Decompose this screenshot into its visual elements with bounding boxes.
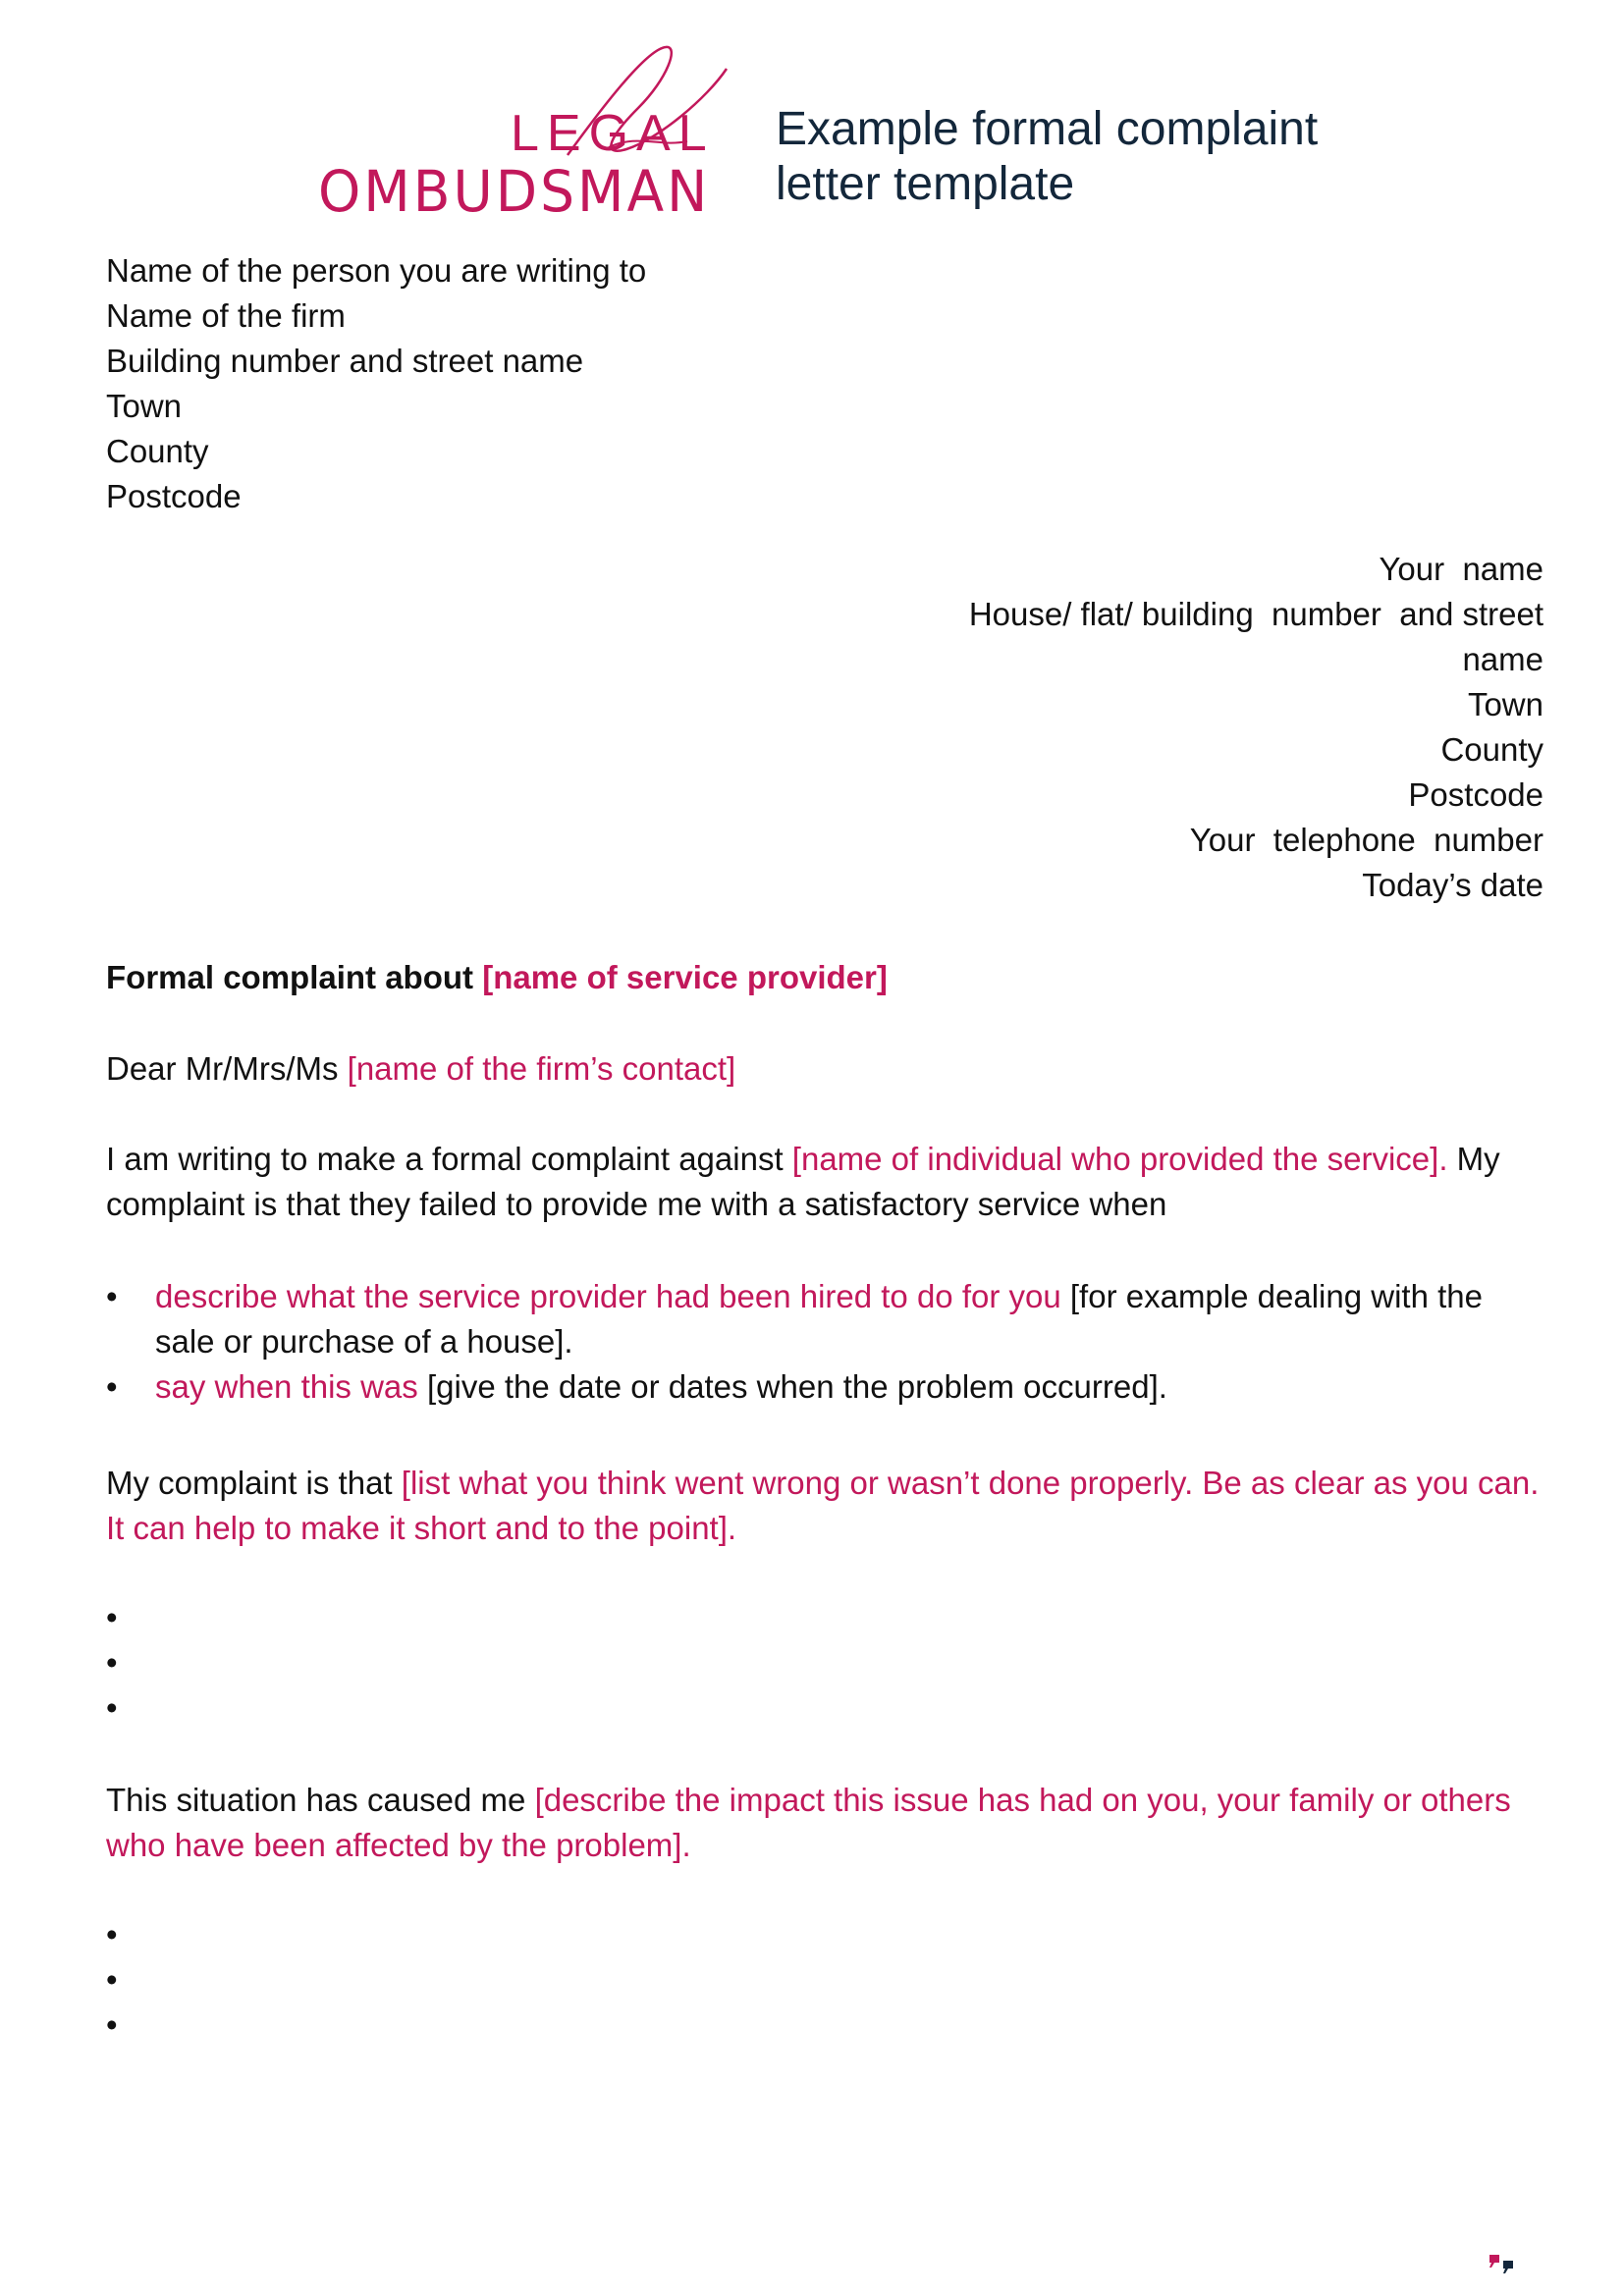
recipient-postcode: Postcode: [106, 478, 242, 514]
list-item: [106, 1274, 1549, 1364]
sender-name: Your name: [1379, 551, 1543, 587]
para1-text-start: I am writing to make a formal complaint against: [106, 1141, 792, 1177]
bullet-icon: •: [106, 1599, 118, 1635]
bullet-icon: •: [106, 1916, 118, 1952]
list-item-highlight: say when this was: [155, 1368, 418, 1405]
list-item-text: [give the date or dates when the problem occurred].: [417, 1368, 1167, 1405]
sender-telephone: Your telephone number: [1189, 822, 1543, 858]
list-item: [106, 1364, 1549, 1410]
document-title-line1: Example formal complaint: [776, 103, 1319, 155]
para1-text-end: My complaint is that they failed to provide me with a satisfactory service when: [106, 1141, 1500, 1222]
bullet-icon: •: [106, 1278, 118, 1314]
logo-word-legal: LEGAL: [511, 105, 715, 162]
impact-paragraph: [106, 1778, 1549, 1868]
para1-placeholder: [name of individual who provided the service].: [791, 1141, 1448, 1177]
impact-points-list: [106, 1912, 1549, 2048]
recipient-address-block: [106, 248, 646, 519]
logo-word-ombudsman: OMBUDSMAN: [318, 158, 711, 225]
salutation-placeholder: [name of the firm’s contact]: [347, 1050, 736, 1087]
subject-line: [106, 955, 888, 1000]
para2-placeholder: [list what you think went wrong or wasn’t done properly. Be as clear as you can. It can help to make it short and to the point].: [106, 1465, 1540, 1546]
para3-placeholder: [describe the impact this issue has had on you, your family or others who have been affected by the problem].: [106, 1782, 1511, 1863]
sender-street-cont: name: [1462, 641, 1543, 677]
salutation: [106, 1046, 735, 1092]
list-item: [106, 1640, 1549, 1685]
sender-postcode: Postcode: [1408, 776, 1543, 813]
bullet-icon: •: [106, 1368, 118, 1405]
list-item: [106, 1957, 1549, 2002]
sender-town: Town: [1467, 686, 1543, 722]
para2-text: My complaint is that: [106, 1465, 402, 1501]
document-title: [776, 102, 1384, 212]
recipient-name: Name of the person you are writing to: [106, 252, 647, 289]
bullet-icon: •: [106, 1644, 118, 1681]
recipient-firm: Name of the firm: [106, 297, 346, 334]
list-item-text: [for example dealing with the sale or purchase of a house].: [155, 1278, 1483, 1360]
recipient-town: Town: [106, 388, 183, 424]
list-item-highlight: describe what the service provider had been hired to do for you: [155, 1278, 1061, 1314]
para3-text: This situation has caused me: [106, 1782, 535, 1818]
service-details-list: [106, 1274, 1549, 1410]
document-title-line2: letter template: [776, 158, 1075, 210]
subject-text: Formal complaint about: [106, 959, 483, 995]
recipient-county: County: [106, 433, 209, 469]
complaint-details-paragraph: [106, 1461, 1549, 1551]
list-item: [106, 1595, 1549, 1640]
subject-placeholder: [name of service provider]: [482, 959, 888, 995]
salutation-text: Dear Mr/Mrs/Ms: [106, 1050, 348, 1087]
legal-ombudsman-logo: [314, 39, 746, 225]
list-item: [106, 1912, 1549, 1957]
bullet-icon: •: [106, 1961, 118, 1998]
bullet-icon: •: [106, 2006, 118, 2043]
sender-county: County: [1440, 731, 1543, 768]
sender-address-block: [969, 547, 1543, 908]
footer-quote-mark-icon: [1488, 2251, 1517, 2276]
list-item: [106, 2002, 1549, 2048]
complaint-intro-paragraph: [106, 1137, 1549, 1227]
bullet-icon: •: [106, 1689, 118, 1726]
recipient-street: Building number and street name: [106, 343, 584, 379]
sender-street: House/ flat/ building number and street: [968, 596, 1543, 632]
list-item: [106, 1685, 1549, 1731]
complaint-points-list: [106, 1595, 1549, 1731]
sender-date: Today’s date: [1362, 867, 1543, 903]
